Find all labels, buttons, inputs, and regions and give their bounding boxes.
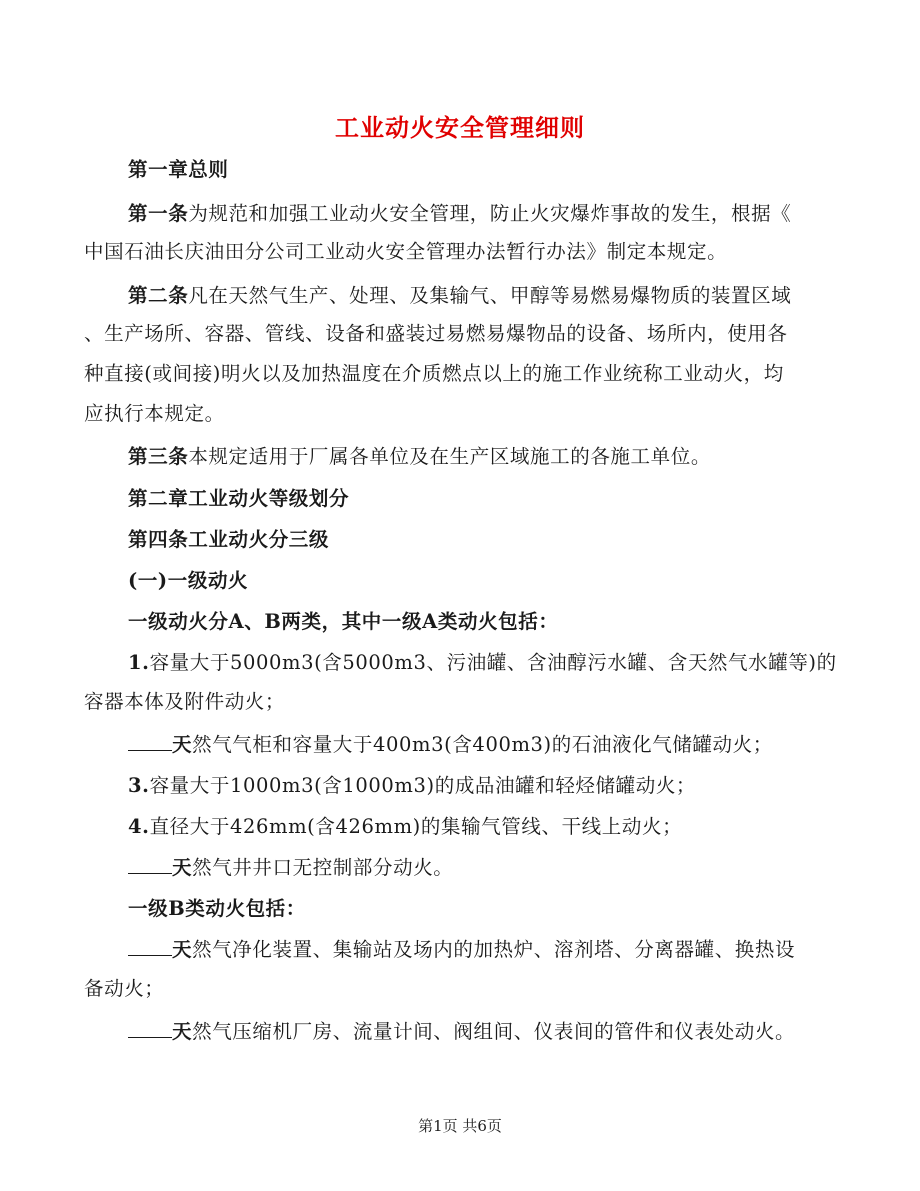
article-2-line-1 bbox=[128, 283, 844, 309]
a-item-4 bbox=[128, 814, 844, 840]
a-item-5-first-char: 天 bbox=[172, 856, 193, 879]
a-item-4-number: 4. bbox=[128, 815, 150, 838]
a-item-2-text: 然气气柜和容量大于400m3(含400m3)的石油液化气储罐动火； bbox=[192, 733, 773, 756]
level-1-intro: 一级动火分A、B两类，其中一级A类动火包括： bbox=[128, 610, 559, 633]
a-item-3-text: 容量大于1000m3(含1000m3)的成品油罐和轻烃储罐动火； bbox=[149, 774, 697, 797]
chapter-2-heading: 第二章工业动火等级划分 bbox=[128, 487, 350, 510]
fill-blank bbox=[128, 732, 172, 751]
level-1-heading: (一)一级动火 bbox=[128, 569, 249, 592]
a-item-3 bbox=[128, 773, 844, 799]
fill-blank bbox=[128, 937, 172, 956]
article-3-text: 本规定适用于厂属各单位及在生产区域施工的各施工单位。 bbox=[188, 445, 711, 468]
article-1-label: 第一条 bbox=[128, 202, 189, 225]
b-item-1-text: 然气净化装置、集输站及场内的加热炉、溶剂塔、分离器罐、换热设 bbox=[192, 938, 796, 961]
article-2-line-4: 应执行本规定。 bbox=[84, 402, 225, 425]
article-1-line-1 bbox=[128, 201, 844, 227]
page-footer: 第1页 共6页 bbox=[418, 1117, 502, 1135]
a-item-1-number: 1. bbox=[128, 651, 150, 674]
b-item-2-first-char: 天 bbox=[172, 1020, 193, 1043]
article-1-text: 为规范和加强工业动火安全管理，防止火灾爆炸事故的发生，根据《 bbox=[188, 202, 792, 225]
article-2-line-3: 种直接(或间接)明火以及加热温度在介质燃点以上的施工作业统称工业动火，均 bbox=[84, 362, 784, 385]
fill-blank bbox=[128, 855, 172, 874]
b-item-1-first-char: 天 bbox=[172, 938, 193, 961]
a-item-5 bbox=[128, 855, 844, 881]
article-2-line-2: 、生产场所、容器、管线、设备和盛装过易燃易爆物品的设备、场所内，使用各 bbox=[84, 322, 788, 345]
a-item-1-text: 容量大于5000m3(含5000m3、污油罐、含油醇污水罐、含天然气水罐等)的 bbox=[149, 651, 837, 674]
a-item-2-first-char: 天 bbox=[172, 733, 193, 756]
article-4-heading: 第四条工业动火分三级 bbox=[128, 528, 330, 551]
article-2-label: 第二条 bbox=[128, 284, 189, 307]
a-item-1-line-2: 容器本体及附件动火； bbox=[84, 690, 286, 713]
article-1-line-2: 中国石油长庆油田分公司工业动火安全管理办法暂行办法》制定本规定。 bbox=[84, 240, 728, 263]
a-item-3-number: 3. bbox=[128, 774, 150, 797]
article-3-label: 第三条 bbox=[128, 445, 189, 468]
a-item-2 bbox=[128, 732, 844, 758]
chapter-1-heading: 第一章总则 bbox=[128, 158, 229, 181]
a-item-5-text: 然气井井口无控制部分动火。 bbox=[192, 856, 454, 879]
fill-blank bbox=[128, 1019, 172, 1038]
document-title: 工业动火安全管理细则 bbox=[335, 113, 585, 142]
article-3 bbox=[128, 444, 844, 470]
b-item-1-line-2: 备动火； bbox=[84, 977, 165, 1000]
b-item-2-text: 然气压缩机厂房、流量计间、阀组间、仪表间的管件和仪表处动火。 bbox=[192, 1020, 796, 1043]
a-item-1-line-1 bbox=[128, 650, 844, 676]
level-1b-intro: 一级B类动火包括： bbox=[128, 897, 306, 920]
a-item-4-text: 直径大于426mm(含426mm)的集输气管线、干线上动火； bbox=[149, 815, 683, 838]
article-2-text: 凡在天然气生产、处理、及集输气、甲醇等易燃易爆物质的装置区域 bbox=[188, 284, 792, 307]
b-item-1-line-1 bbox=[128, 937, 844, 963]
b-item-2 bbox=[128, 1019, 844, 1045]
